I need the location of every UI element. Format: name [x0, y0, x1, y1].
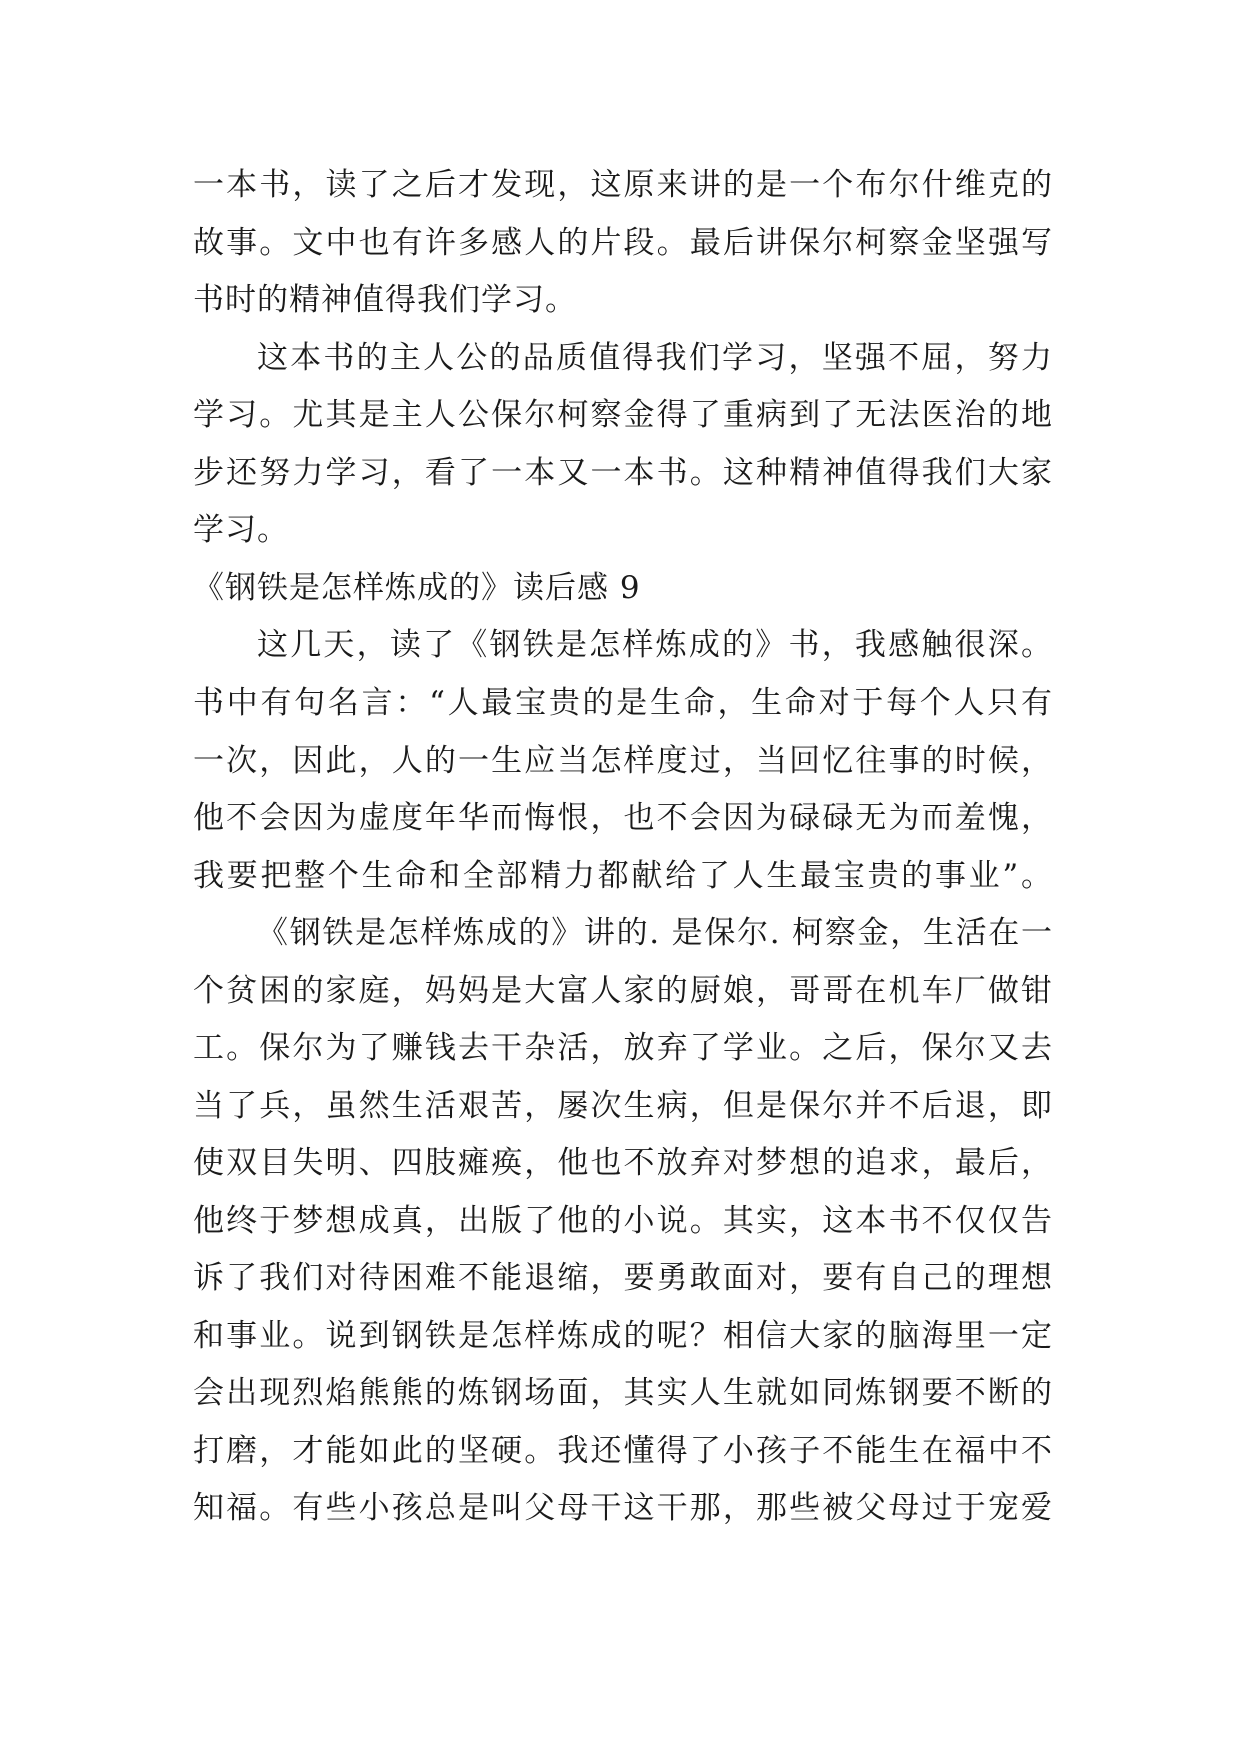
text-line: 书中有句名言：“人最宝贵的是生命，生命对于每个人只有: [193, 685, 1053, 721]
text-line: 会出现烈焰熊熊的炼钢场面，其实人生就如同炼钢要不断的: [193, 1375, 1053, 1411]
text-line: 当了兵，虽然生活艰苦，屡次生病，但是保尔并不后退，即: [193, 1088, 1053, 1124]
text-line: 工。保尔为了赚钱去干杂活，放弃了学业。之后，保尔又去: [193, 1030, 1053, 1066]
text-line: 他不会因为虚度年华而悔恨，也不会因为碌碌无为而羞愧，: [193, 800, 1053, 836]
text-line: 故事。文中也有许多感人的片段。最后讲保尔柯察金坚强写: [193, 225, 1053, 261]
text-line: 诉了我们对待困难不能退缩，要勇敢面对，要有自己的理想: [193, 1260, 1053, 1296]
text-line: 他终于梦想成真，出版了他的小说。其实，这本书不仅仅告: [193, 1203, 1053, 1239]
text-line: 一次，因此，人的一生应当怎样度过，当回忆往事的时候，: [193, 743, 1053, 779]
text-line: 《钢铁是怎样炼成的》讲的. 是保尔. 柯察金，生活在一: [257, 915, 1053, 951]
text-line: 使双目失明、四肢瘫痪，他也不放弃对梦想的追求，最后，: [193, 1145, 1053, 1181]
text-line: 学习。尤其是主人公保尔柯察金得了重病到了无法医治的地: [193, 397, 1053, 433]
text-line: 个贫困的家庭，妈妈是大富人家的厨娘，哥哥在机车厂做钳: [193, 973, 1053, 1009]
text-line: 打磨，才能如此的坚硬。我还懂得了小孩子不能生在福中不: [193, 1433, 1053, 1469]
text-line: 这本书的主人公的品质值得我们学习，坚强不屈，努力: [257, 340, 1053, 376]
section-heading: 《钢铁是怎样炼成的》读后感 9: [193, 570, 641, 606]
text-line: 一本书，读了之后才发现，这原来讲的是一个布尔什维克的: [193, 167, 1053, 203]
text-line: 知福。有些小孩总是叫父母干这干那，那些被父母过于宠爱: [193, 1490, 1053, 1526]
text-line: 这几天，读了《钢铁是怎样炼成的》书，我感触很深。: [257, 627, 1053, 663]
text-line: 我要把整个生命和全部精力都献给了人生最宝贵的事业”。: [193, 858, 1053, 894]
text-line: 步还努力学习，看了一本又一本书。这种精神值得我们大家: [193, 455, 1053, 491]
text-line: 学习。: [193, 512, 289, 548]
text-line: 书时的精神值得我们学习。: [193, 282, 577, 318]
text-line: 和事业。说到钢铁是怎样炼成的呢？相信大家的脑海里一定: [193, 1318, 1053, 1354]
